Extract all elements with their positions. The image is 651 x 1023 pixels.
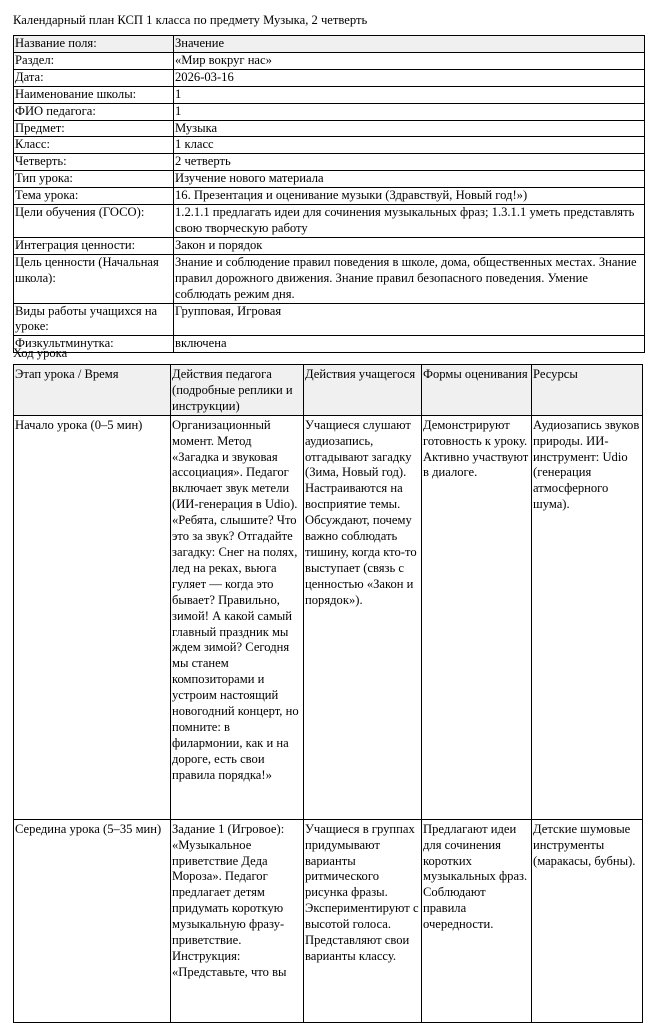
info-field-label: Виды работы учащихся на уроке: [14,303,174,336]
header-field-name: Название поля: [14,36,174,53]
info-field-label: Четверть: [14,154,174,171]
info-field-value: Изучение нового материала [174,171,645,188]
info-field-value: 1 класс [174,137,645,154]
info-field-value: 16. Презентация и оценивание музыки (Здравствуй, Новый год!») [174,188,645,205]
lesson-table-header [14,365,643,416]
column-header-stage: Этап урока / Время [14,365,171,416]
info-field-label: Тема урока: [14,188,174,205]
info-row-date [14,69,645,86]
teacher-actions-cell: Задание 1 (Игровое): «Музыкальное приветствие Деда Мороза». Педагог предлагает детям придумать короткую музыкальную фразу-приветствие. Инструкция: «Представьте, что вы [171,819,304,1022]
info-table-header [14,36,645,53]
lesson-row-start [14,415,643,819]
lesson-info-table [13,35,645,353]
info-row-quarter [14,154,645,171]
info-field-label: Цели обучения (ГОСО): [14,205,174,238]
info-row-value-goal [14,254,645,303]
info-field-label: Предмет: [14,120,174,137]
info-field-label: ФИО педагога: [14,103,174,120]
resources-cell: Детские шумовые инструменты (маракасы, бубны). [532,819,643,1022]
assessment-cell: Предлагают идеи для сочинения коротких музыкальных фраз. Соблюдают правила очередности. [422,819,532,1022]
info-field-label: Наименование школы: [14,86,174,103]
info-row-section [14,52,645,69]
info-field-value: Музыка [174,120,645,137]
info-field-value: «Мир вокруг нас» [174,52,645,69]
resources-cell: Аудиозапись звуков природы. ИИ-инструмент: Udio (генерация атмосферного шума). [532,415,643,819]
document-title: Календарный план КСП 1 класса по предмету Музыка, 2 четверть [13,13,368,27]
info-row-topic [14,188,645,205]
info-field-value: Закон и порядок [174,237,645,254]
info-field-label: Тип урока: [14,171,174,188]
info-row-lesson-type [14,171,645,188]
student-actions-cell: Учащиеся в группах придумывают варианты ритмического рисунка фразы. Экспериментируют с высотой голоса. Представляют свои варианты классу. [304,819,422,1022]
column-header-teacher-actions: Действия педагога (подробные реплики и инструкции) [171,365,304,416]
info-field-label: Физкультминутка: [14,336,174,353]
lesson-progress-heading: Ход урока [13,346,68,360]
assessment-cell: Демонстрируют готовность к уроку. Активно участвуют в диалоге. [422,415,532,819]
info-row-teacher [14,103,645,120]
info-field-label: Раздел: [14,52,174,69]
info-row-grade [14,137,645,154]
student-actions-cell: Учащиеся слушают аудиозапись, отгадывают загадку (Зима, Новый год). Настраиваются на восприятие темы. Обсуждают, почему важно соблюдать тишину, когда кто-то выступает (связь с ценностью «Закон и порядок»). [304,415,422,819]
teacher-actions-cell: Организационный момент. Метод «Загадка и звуковая ассоциация». Педагог включает звук метели (ИИ-генерация в Udio). «Ребята, слышите? Что это за звук? Отгадайте загадку: Снег на полях, лед на реках, вьюга гуляет — когда это бывает? Правильно, зимой! А какой самый главный праздник мы ждем зимой? Сегодня мы станем композиторами и устроим настоящий новогодний концерт, но помните: в филармонии, как и на дороге, есть свои правила порядка!» [171,415,304,819]
lesson-progress-table [13,364,643,1023]
info-field-value: 1.2.1.1 предлагать идеи для сочинения музыкальных фраз; 1.3.1.1 уметь представлять свою творческую работу [174,205,645,238]
info-field-label: Интеграция ценности: [14,237,174,254]
info-field-value: 2026-03-16 [174,69,645,86]
info-field-value: включена [174,336,645,353]
info-field-value: 2 четверть [174,154,645,171]
info-field-label: Дата: [14,69,174,86]
info-row-subject [14,120,645,137]
info-row-learning-goals [14,205,645,238]
info-field-value: 1 [174,86,645,103]
column-header-resources: Ресурсы [532,365,643,416]
info-field-value: Групповая, Игровая [174,303,645,336]
info-row-work-types [14,303,645,336]
info-field-value: Знание и соблюдение правил поведения в школе, дома, общественных местах. Знание правил дорожного движения. Знание правил безопасного поведения. Умение соблюдать режим дня. [174,254,645,303]
info-row-value-integration [14,237,645,254]
lesson-row-middle [14,819,643,1022]
stage-cell: Середина урока (5–35 мин) [14,819,171,1022]
stage-cell: Начало урока (0–5 мин) [14,415,171,819]
header-field-value: Значение [174,36,645,53]
info-field-label: Цель ценности (Начальная школа): [14,254,174,303]
column-header-student-actions: Действия учащегося [304,365,422,416]
info-field-label: Класс: [14,137,174,154]
column-header-assessment: Формы оценивания [422,365,532,416]
info-field-value: 1 [174,103,645,120]
info-row-school [14,86,645,103]
info-row-exercise-break [14,336,645,353]
